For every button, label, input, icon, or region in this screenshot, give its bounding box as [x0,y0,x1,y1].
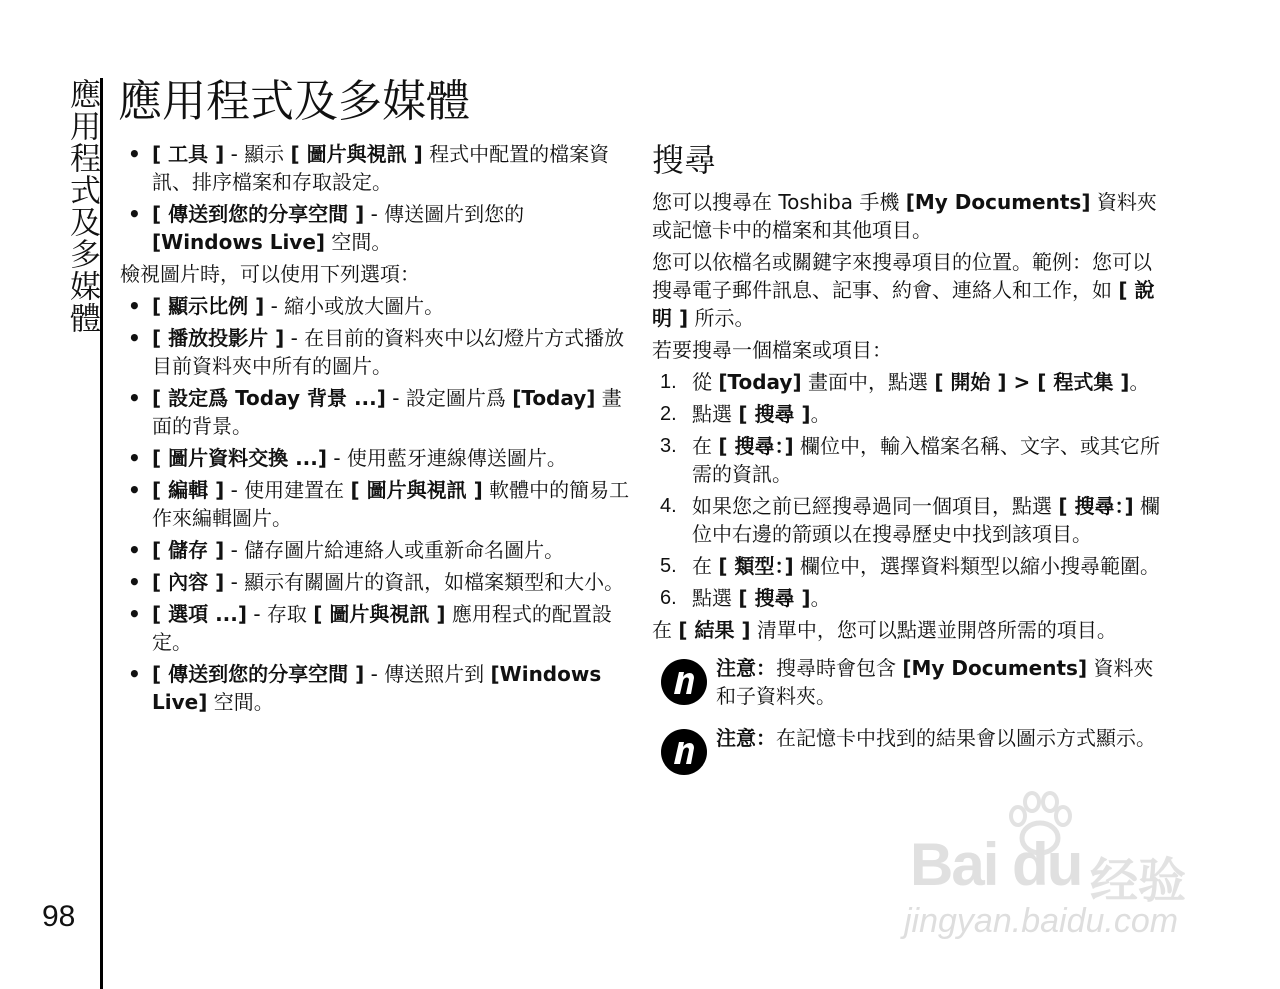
watermark-url: jingyan.baidu.com [904,902,1179,940]
numbered-step: 4. 如果您之前已經搜尋過同一個項目，點選 [ 搜尋：] 欄位中右邊的箭頭以在搜尋歷史中找到該項目。 [660,494,1160,546]
bullet-icon: • [128,386,141,410]
note-block: 注意：搜尋時會包含 [My Documents] 資料夾和子資料夾。 [652,654,1164,710]
bullet-item: • [ 內容 ] - 顯示有關圖片的資訊，如檔案類型和大小。 [128,570,625,594]
right-column [652,140,1164,794]
bullet-icon: • [128,570,141,594]
bullet-item: • [ 工具 ] - 顯示 [ 圖片與視訊 ] 程式中配置的檔案資訊、排序檔案和存取設定。 [128,142,610,194]
paragraph: 若要搜尋一個檔案或項目： [652,338,892,362]
bullet-icon: • [128,446,141,470]
bullet-icon: • [128,662,141,686]
bullet-item: • [ 傳送到您的分享空間 ] - 傳送照片到 [Windows Live] 空間。 [128,662,602,714]
note-block: 注意：在記憶卡中找到的結果會以圖示方式顯示。 [652,724,1164,780]
baidu-watermark [900,790,1220,950]
bullet-item: • [ 顯示比例 ] - 縮小或放大圖片。 [128,294,445,318]
bullet-icon: • [128,602,141,626]
bullet-item: • [ 選項 ...] - 存取 [ 圖片與視訊 ] 應用程式的配置設定。 [128,602,612,654]
paragraph: 在 [ 結果 ] 清單中，您可以點選並開啓所需的項目。 [652,618,1117,642]
numbered-step: 5. 在 [ 類型：] 欄位中，選擇資料類型以縮小搜尋範圍。 [660,554,1160,578]
bullet-icon: • [128,326,141,350]
numbered-step: 6. 點選 [ 搜尋 ]。 [660,586,831,610]
bullet-icon: • [128,294,141,318]
bullet-icon: • [128,142,141,166]
bullet-icon: • [128,478,141,502]
page-number: 98 [42,900,76,933]
bullet-item: • [ 傳送到您的分享空間 ] - 傳送圖片到您的 [Windows Live] 空間。 [128,202,525,254]
paragraph: 您可以搜尋在 Toshiba 手機 [My Documents] 資料夾或記憶卡中的檔案和其他項目。 [652,190,1157,242]
bullet-item: • [ 儲存 ] - 儲存圖片給連絡人或重新命名圖片。 [128,538,565,562]
intro-text: 檢視圖片時，可以使用下列選項： [120,262,420,286]
page-title: 應用程式及多媒體 [118,76,470,127]
bullet-item: • [ 設定爲 Today 背景 ...] - 設定圖片爲 [Today] 畫面的背景。 [128,386,622,438]
numbered-step: 3. 在 [ 搜尋：] 欄位中，輸入檔案名稱、文字、或其它所需的資訊。 [660,434,1160,486]
left-column [120,140,632,720]
bullet-item: • [ 播放投影片 ] - 在目前的資料夾中以幻燈片方式播放目前資料夾中所有的圖片。 [128,326,625,378]
watermark-brand: Bai du [910,831,1082,898]
bullet-item: • [ 圖片資料交換 ...] - 使用藍牙連線傳送圖片。 [128,446,567,470]
note-icon [660,658,708,706]
paragraph: 您可以依檔名或關鍵字來搜尋項目的位置。範例：您可以搜尋電子郵件訊息、記事、約會、連絡人和工作，如 [ 說明 ] 所示。 [652,250,1155,330]
numbered-step: 1. 從 [Today] 畫面中，點選 [ 開始 ] > [ 程式集 ]。 [660,370,1150,394]
section-title: 搜尋 [652,141,717,179]
watermark-cn: 经验 [1090,853,1187,909]
bullet-icon: • [128,538,141,562]
bullet-icon: • [128,202,141,226]
bullet-item: • [ 編輯 ] - 使用建置在 [ 圖片與視訊 ] 軟體中的簡易工作來編輯圖片。 [128,478,630,530]
numbered-step: 2. 點選 [ 搜尋 ]。 [660,402,831,426]
note-icon [660,728,708,776]
side-chapter-title: 應用程式及多媒體 [64,78,100,334]
